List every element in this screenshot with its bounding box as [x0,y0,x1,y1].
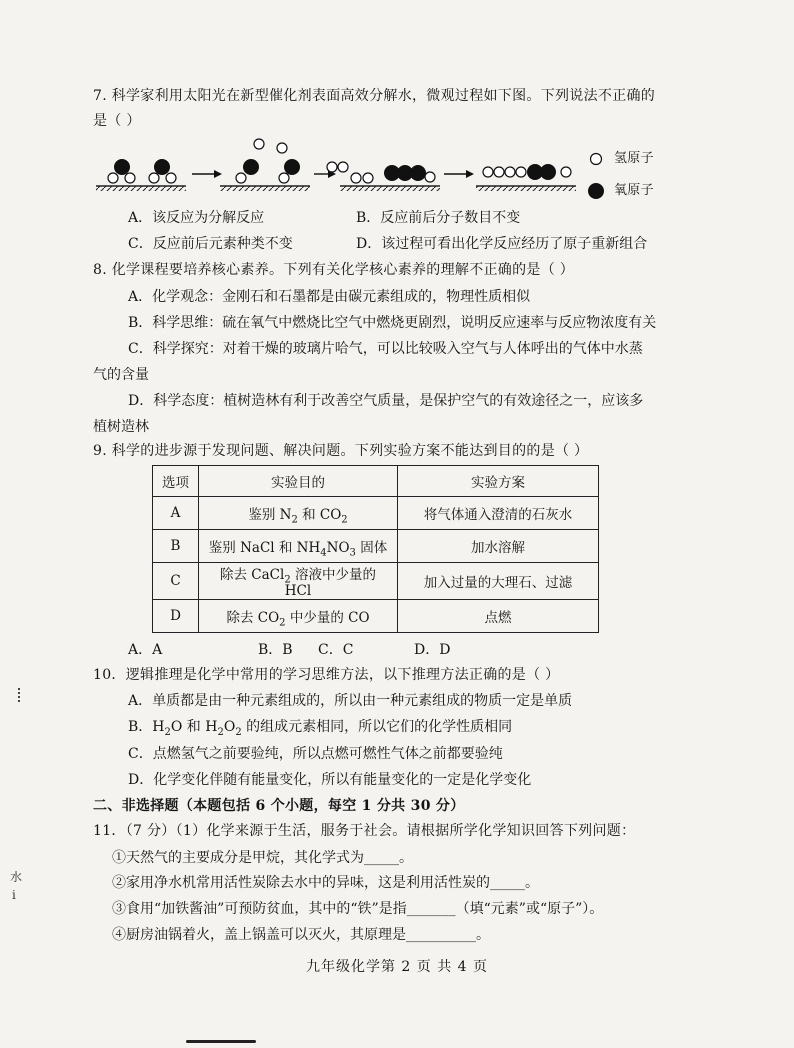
row-goal: 除去 CaCl$_2$ 溶液中少量的 HCl [199,563,398,600]
catalyst-surface-3 [340,165,440,191]
binding-dots [18,688,22,702]
q9-choice-d: D．D [414,642,451,658]
q8-option-c-line2: 气的含量 [93,367,149,383]
table-row [153,497,599,530]
row-option: B [153,530,199,563]
row-goal: 鉴别 NaCl 和 $NH_4NO_3$ 固体 [199,530,398,563]
q11-item-3: ③食用“加铁酱油”可预防贫血，其中的“铁”是指_______（填“元素”或“原子”）。 [112,901,604,917]
margin-mark-1: 水 [10,870,23,884]
q7-option-a: A．该反应为分解反应 [128,210,265,226]
q10-stem: 10．逻辑推理是化学中常用的学习思维方法，以下推理方法正确的是（ ） [93,667,560,683]
q8-option-b: B．科学思维：硫在氧气中燃烧比空气中燃烧更剧烈，说明反应速率与反应物浓度有关 [128,315,657,331]
q10-option-a: A．单质都是由一种元素组成的，所以由一种元素组成的物质一定是单质 [128,693,573,709]
q7-stem-line1: 7. 科学家利用太阳光在新型催化剂表面高效分解水，微观过程如下图。下列说法不正确的 [93,88,656,104]
legend [588,154,604,200]
scan-mark [186,1040,256,1043]
row-plan: 加入过量的大理石、过滤 [398,563,599,600]
legend-hydrogen-label: 氢原子 [614,151,654,166]
q9-choice-a: A．A [128,642,163,658]
q9-choice-c: C．C [318,642,354,658]
q8-option-a: A．化学观念：金刚石和石墨都是由碳元素组成的，物理性质相似 [128,289,531,305]
q11-item-2: ②家用净水机常用活性炭除去水中的异味，这是利用活性炭的_____。 [112,875,539,891]
q8-stem: 8. 化学课程要培养核心素养。下列有关化学核心素养的理解不正确的是（ ） [93,262,575,278]
catalyst-surface-4 [476,164,576,191]
experiment-table [152,465,599,633]
q11-stem: 11．（7 分）（1）化学来源于生活，服务于社会。请根据所学化学知识回答下列问题： [93,823,636,839]
free-hydrogen-pair [327,162,348,172]
table-row [153,600,599,633]
margin-mark-2: i [12,888,16,902]
q8-option-d-line1: D．科学态度：植树造林有利于改善空气质量，是保护空气的有效途径之一，应该多 [128,393,644,409]
arrow-3 [444,170,474,178]
q11-item-1: ①天然气的主要成分是甲烷，其化学式为_____。 [112,850,413,866]
reaction-diagram [92,134,692,206]
row-option: A [153,497,199,530]
row-plan: 点燃 [398,600,599,633]
legend-oxygen-label: 氧原子 [614,183,654,198]
arrow-1 [192,170,222,178]
q8-option-d-line2: 植树造林 [93,419,149,435]
q8-option-c-line1: C．科学探究：对着干燥的玻璃片哈气，可以比较吸入空气与人体呼出的气体中水蒸 [128,341,643,357]
row-plan: 加水溶解 [398,530,599,563]
table-header-row [153,466,599,497]
row-option: D [153,600,199,633]
page-footer: 九年级化学第 2 页 共 4 页 [305,959,489,975]
q7-option-b: B．反应前后分子数目不变 [356,210,521,226]
table-row [153,563,599,600]
header-goal: 实验目的 [199,466,398,497]
q7-option-c: C．反应前后元素种类不变 [128,236,293,252]
q10-option-c: C．点燃氢气之前要验纯，所以点燃可燃性气体之前都要验纯 [128,746,503,762]
header-plan: 实验方案 [398,466,599,497]
q11-item-4: ④厨房油锅着火，盖上锅盖可以灭火，其原理是__________。 [112,927,490,943]
q7-stem-line2: 是（ ） [93,113,141,129]
row-option: C [153,563,199,600]
row-goal: 除去 $CO_2$ 中少量的 CO [199,600,398,633]
q10-option-b: B．$H_2O$ 和 $H_2O_2$ 的组成元素相同，所以它们的化学性质相同 [128,719,513,738]
row-plan: 将气体通入澄清的石灰水 [398,497,599,530]
table-row [153,530,599,563]
row-goal: 鉴别 $N_2$ 和 $CO_2$ [199,497,398,530]
q9-choice-b: B．B [258,642,293,658]
q7-option-d: D．该过程可看出化学反应经历了原子重新组合 [356,236,648,252]
hydrogen-atom-icon [591,154,602,165]
header-option: 选项 [153,466,199,497]
oxygen-atom-icon [588,183,604,199]
section-2-heading: 二、非选择题（本题包括 6 个小题，每空 1 分共 30 分） [93,798,465,814]
q9-stem: 9. 科学的进步源于发现问题、解决问题。下列实验方案不能达到目的的是（ ） [93,443,589,459]
catalyst-surface-2 [220,139,310,191]
catalyst-surface-1 [96,159,186,191]
q10-option-d: D．化学变化伴随有能量变化，所以有能量变化的一定是化学变化 [128,772,532,788]
